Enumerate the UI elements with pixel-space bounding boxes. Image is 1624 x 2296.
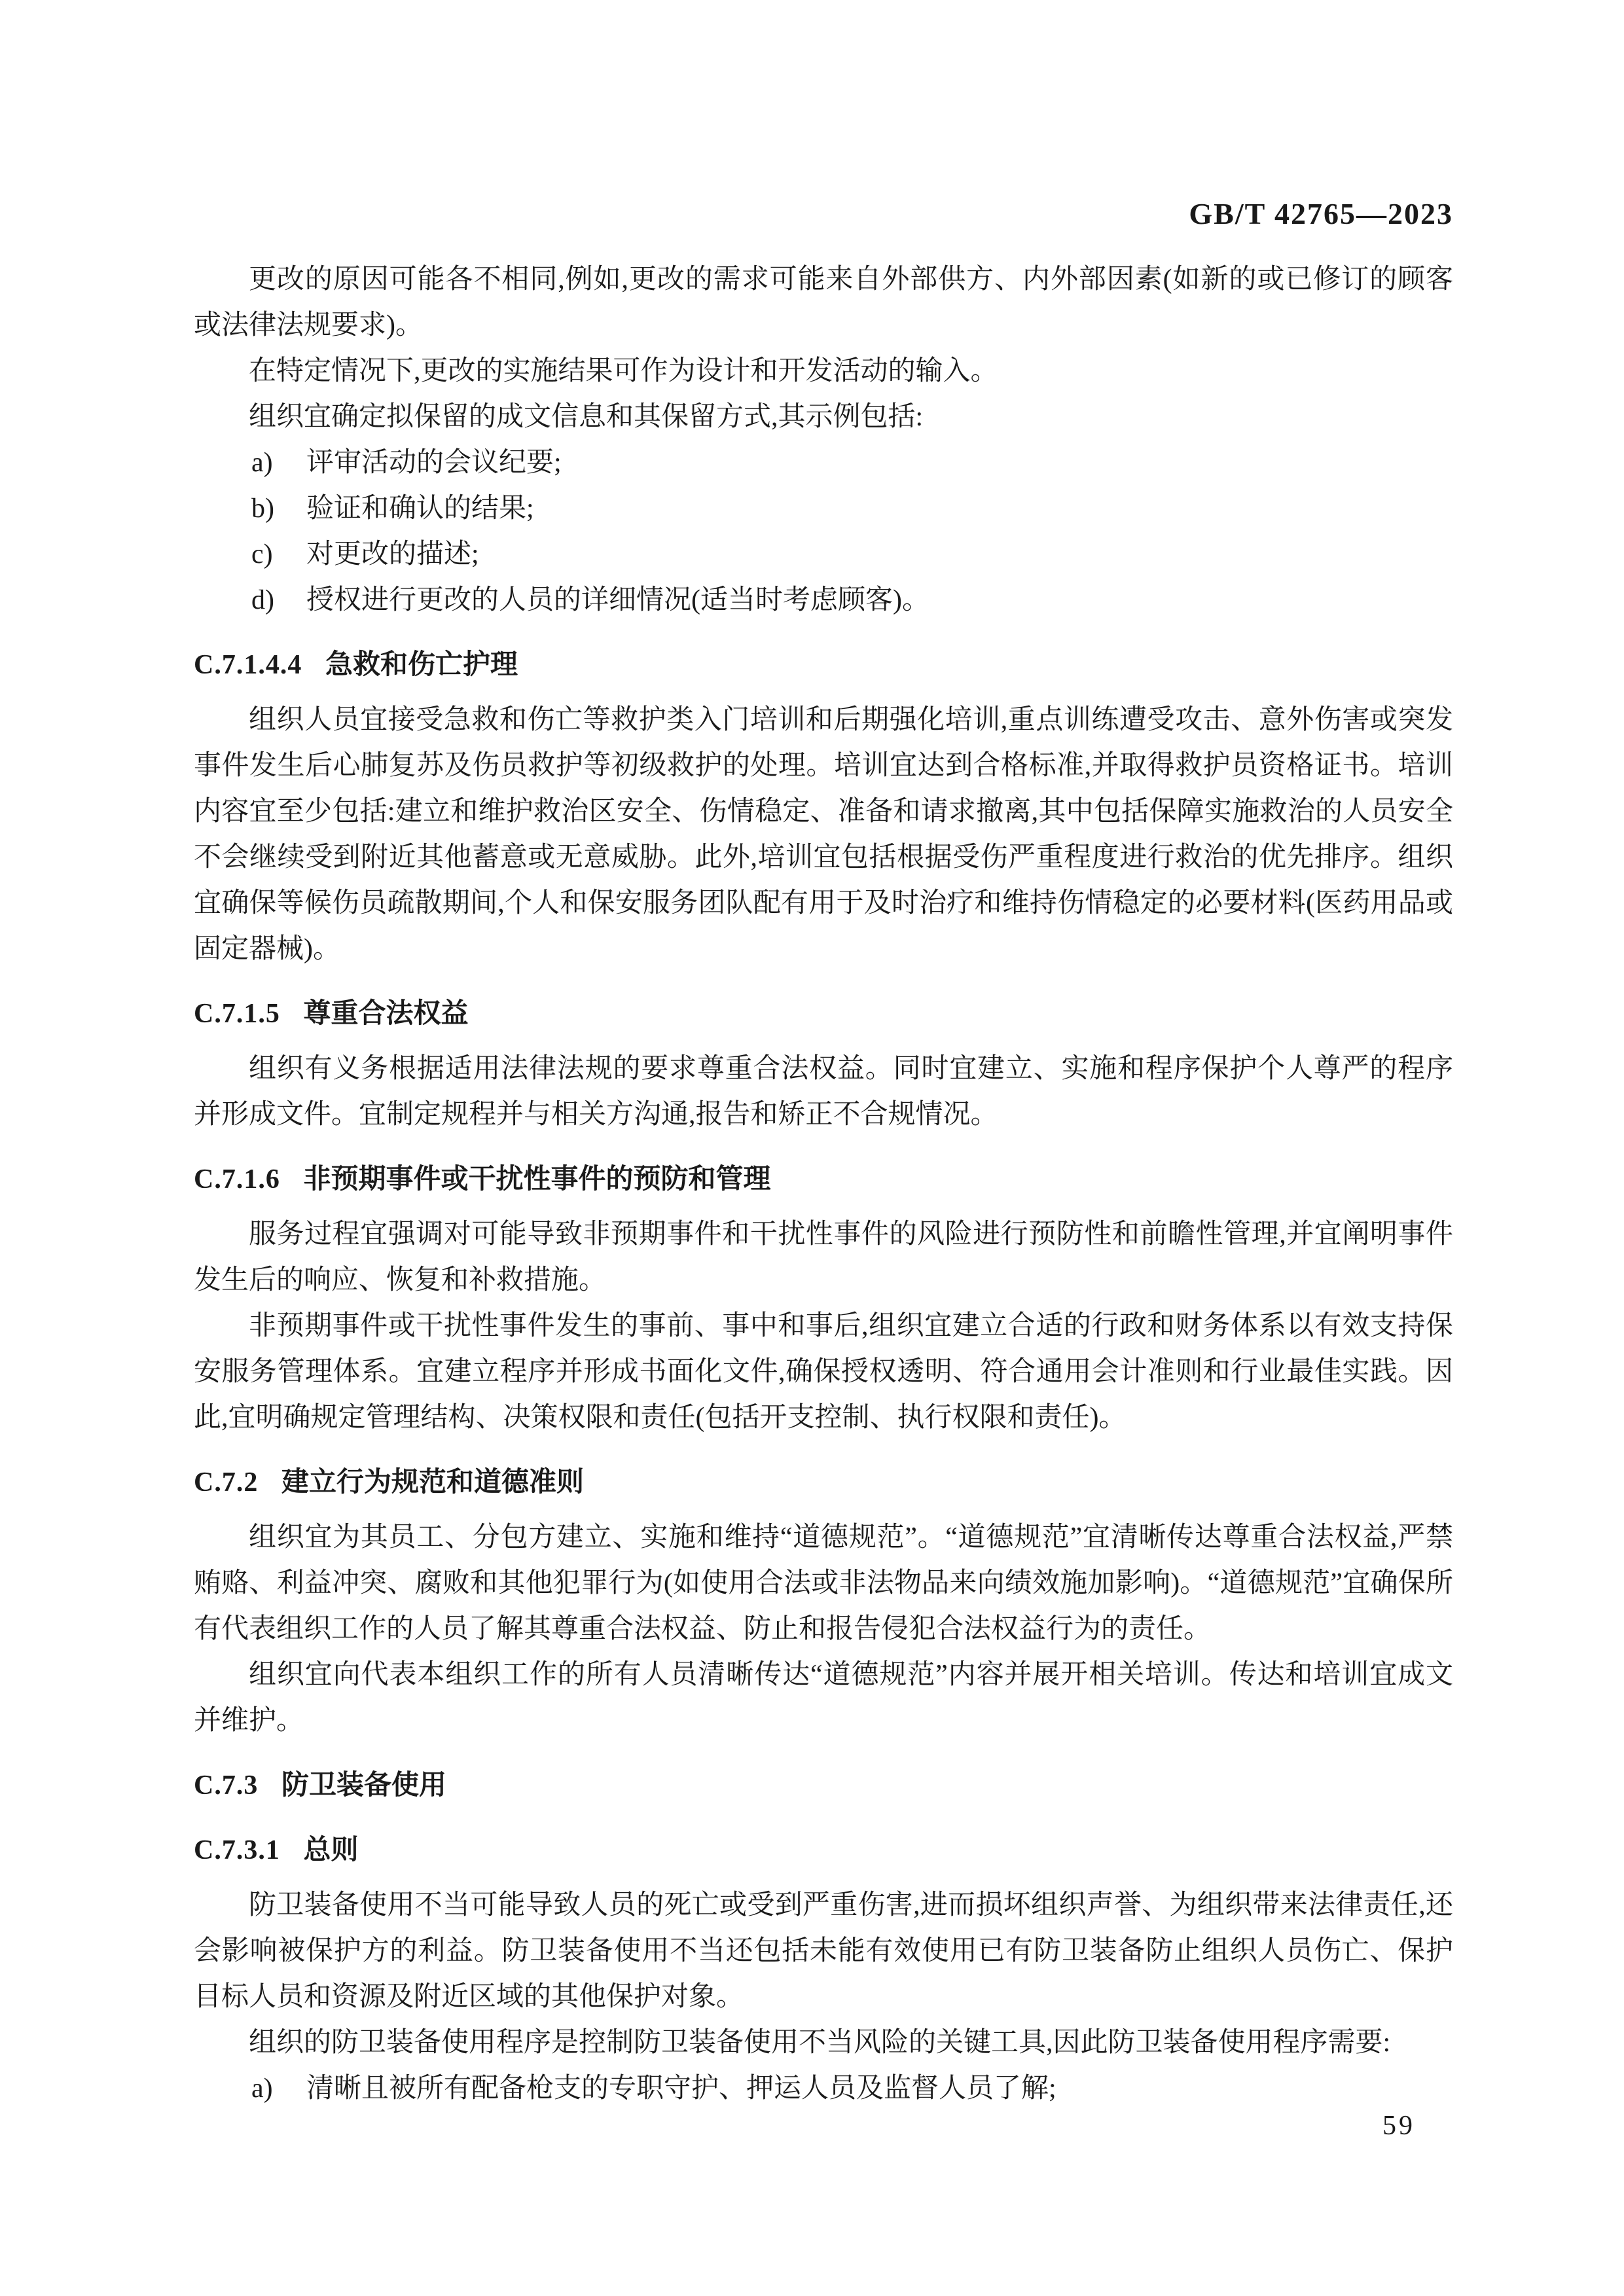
list-item-text: 授权进行更改的人员的详细情况(适当时考虑顾客)。 bbox=[306, 585, 929, 615]
list-item-text: 清晰且被所有配备枪支的专职守护、押运人员及监督人员了解; bbox=[306, 2073, 1056, 2104]
heading-title: 建立行为规范和道德准则 bbox=[281, 1466, 585, 1497]
paragraph-defense-procedure-intro: 组织的防卫装备使用程序是控制防卫装备使用不当风险的关键工具,因此防卫装备使用程序需要: bbox=[249, 2028, 1391, 2058]
heading-number: C.7.3 bbox=[194, 1770, 259, 1801]
heading-title: 防卫装备使用 bbox=[281, 1769, 447, 1800]
list-marker: d) bbox=[251, 585, 274, 615]
list-marker: b) bbox=[251, 493, 274, 524]
list-item-d bbox=[194, 577, 1453, 623]
heading-number: C.7.1.5 bbox=[194, 999, 280, 1029]
heading-c72 bbox=[194, 1459, 1453, 1505]
paragraph-ethics-training: 组织宜向代表本组织工作的所有人员清晰传达“道德规范”内容并展开相关培训。传达和培训宜成文并维护。 bbox=[194, 1660, 1453, 1736]
document-body bbox=[194, 257, 1453, 2111]
paragraph-legal-rights: 组织有义务根据适用法律法规的要求尊重合法权益。同时宜建立、实施和程序保护个人尊严的程序并形成文件。宜制定规程并与相关方沟通,报告和矫正不合规情况。 bbox=[194, 1054, 1453, 1130]
page-number: 59 bbox=[1382, 2111, 1415, 2141]
heading-title: 总则 bbox=[303, 1834, 359, 1865]
heading-number: C.7.3.1 bbox=[194, 1835, 280, 1865]
paragraph-change-results: 在特定情况下,更改的实施结果可作为设计和开发活动的输入。 bbox=[249, 356, 998, 386]
list-item-b bbox=[194, 486, 1453, 531]
heading-c7144 bbox=[194, 641, 1453, 688]
list-item-text: 验证和确认的结果; bbox=[306, 493, 534, 524]
heading-c731 bbox=[194, 1827, 1453, 1873]
heading-title: 急救和伤亡护理 bbox=[325, 649, 518, 679]
paragraph-change-reasons: 更改的原因可能各不相同,例如,更改的需求可能来自外部供方、内外部因素(如新的或已修订的顾客或法律法规要求)。 bbox=[194, 264, 1453, 340]
heading-c716 bbox=[194, 1156, 1453, 1202]
paragraph-first-aid: 组织人员宜接受急救和伤亡等救护类入门培训和后期强化培训,重点训练遭受攻击、意外伤害或突发事件发生后心肺复苏及伤员救护等初级救护的处理。培训宜达到合格标准,并取得救护员资格证书。培训内容宜至少包括:建立和维护救治区安全、伤情稳定、准备和请求撤离,其中包括保障实施救治的人员安全不会继续受到附近其他蓄意或无意威胁。此外,培训宜包括根据受伤严重程度进行救治的优先排序。组织宜确保等候伤员疏散期间,个人和保安服务团队配有用于及时治疗和维持伤情稳定的必要材料(医药用品或固定器械)。 bbox=[194, 705, 1453, 964]
list-marker: c) bbox=[251, 539, 273, 569]
list-marker: a) bbox=[251, 2073, 273, 2104]
standard-code-header: GB/T 42765—2023 bbox=[1189, 197, 1453, 230]
paragraph-defense-equipment-risk: 防卫装备使用不当可能导致人员的死亡或受到严重伤害,进而损坏组织声誉、为组织带来法律责任,还会影响被保护方的利益。防卫装备使用不当还包括未能有效使用已有防卫装备防止组织人员伤亡、保护目标人员和资源及附近区域的其他保护对象。 bbox=[194, 1890, 1453, 2012]
heading-c715 bbox=[194, 990, 1453, 1037]
list-item-c bbox=[194, 531, 1453, 577]
heading-number: C.7.1.6 bbox=[194, 1164, 280, 1194]
paragraph-retained-info-intro: 组织宜确定拟保留的成文信息和其保留方式,其示例包括: bbox=[249, 402, 924, 432]
paragraph-incident-systems: 非预期事件或干扰性事件发生的事前、事中和事后,组织宜建立合适的行政和财务体系以有效支持保安服务管理体系。宜建立程序并形成书面化文件,确保授权透明、符合通用会计准则和行业最佳实践。因此,宜明确规定管理结构、决策权限和责任(包括开支控制、执行权限和责任)。 bbox=[194, 1311, 1453, 1433]
paragraph-ethics-code: 组织宜为其员工、分包方建立、实施和维持“道德规范”。“道德规范”宜清晰传达尊重合法权益,严禁贿赂、利益冲突、腐败和其他犯罪行为(如使用合法或非法物品来向绩效施加影响)。“道德规范”宜确保所有代表组织工作的人员了解其尊重合法权益、防止和报告侵犯合法权益行为的责任。 bbox=[194, 1522, 1453, 1644]
list-item-text: 评审活动的会议纪要; bbox=[306, 448, 562, 478]
list-marker: a) bbox=[251, 448, 273, 478]
paragraph-incident-prevention: 服务过程宜强调对可能导致非预期事件和干扰性事件的风险进行预防性和前瞻性管理,并宜阐明事件发生后的响应、恢复和补救措施。 bbox=[194, 1219, 1453, 1295]
heading-number: C.7.2 bbox=[194, 1467, 259, 1498]
heading-title: 非预期事件或干扰性事件的预防和管理 bbox=[303, 1163, 771, 1194]
list-item-a bbox=[194, 440, 1453, 486]
heading-number: C.7.1.4.4 bbox=[194, 650, 302, 680]
heading-c73 bbox=[194, 1762, 1453, 1808]
list-item-a2 bbox=[194, 2066, 1453, 2111]
list-item-text: 对更改的描述; bbox=[306, 539, 479, 569]
heading-title: 尊重合法权益 bbox=[303, 997, 469, 1028]
